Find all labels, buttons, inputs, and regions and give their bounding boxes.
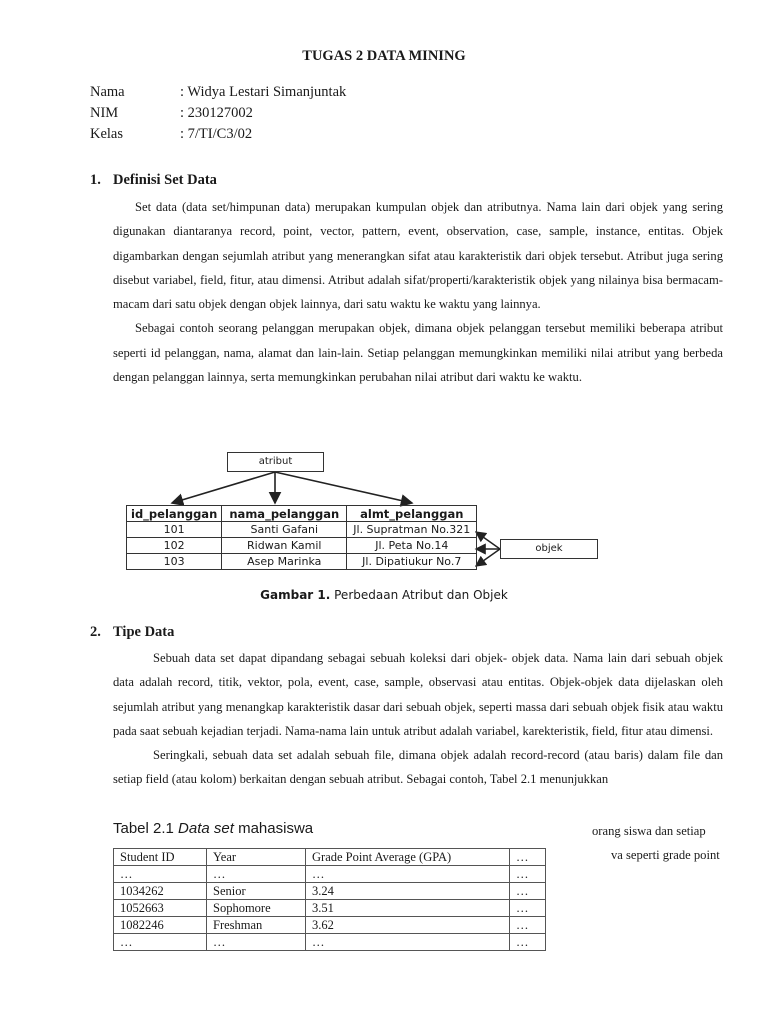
column-header: Grade Point Average (GPA)	[306, 849, 510, 866]
section1-number: 1.	[90, 172, 101, 188]
table-row	[127, 554, 477, 570]
table-cell: Asep Marinka	[222, 554, 347, 570]
section2-heading: Tipe Data	[113, 624, 175, 640]
table-cell: …	[510, 866, 546, 883]
table-cell: Santi Gafani	[222, 522, 347, 538]
table-cell: …	[207, 866, 306, 883]
table-row	[114, 917, 546, 934]
table-cell: …	[510, 900, 546, 917]
table-row	[114, 866, 546, 883]
table-cell: 1052663	[114, 900, 207, 917]
table-cell: Freshman	[207, 917, 306, 934]
table-row	[127, 538, 477, 554]
name-label: Nama	[90, 84, 125, 100]
figure-caption-label: Gambar 1.	[260, 588, 331, 602]
column-header: nama_pelanggan	[222, 506, 347, 522]
section1-body	[113, 195, 723, 389]
table-cell: …	[207, 934, 306, 951]
table-cell: Ridwan Kamil	[222, 538, 347, 554]
table-row	[114, 934, 546, 951]
table-row	[114, 883, 546, 900]
table-cell: …	[306, 934, 510, 951]
figure-attribute-object	[120, 450, 610, 580]
student-dataset-table	[113, 848, 546, 951]
table-cell: 3.62	[306, 917, 510, 934]
table-title-italic: Data set	[178, 820, 234, 837]
section2-paragraph-1: Sebuah data set dapat dipandang sebagai sebuah koleksi dari objek- objek data. Nama lain dari sebuah objek data adalah record, titik, vektor, pola, event, case, sample, observasi atau entitas. Objek-objek data dijelaskan oleh sejumlah atribut yang menangkap karakteristik dasar dari sebuah objek, seperti massa dari sebuah objek fisik atau waktu pada saat sebuah kejadian terjadi. Nama-nama lain untuk atribut adalah variabel, karekteristik, field, fitur atau dimensi.	[113, 651, 723, 738]
nim-label: NIM	[90, 105, 119, 121]
table-cell: Senior	[207, 883, 306, 900]
column-header: Student ID	[114, 849, 207, 866]
section2-paragraph-2: Seringkali, sebuah data set adalah sebuah file, dimana objek adalah record-record (atau baris) dalam file dan setiap field (atau kolom) berkaitan dengan sebuah atribut. Sebagai contoh, Tabel 2.1 menunjukkan	[113, 748, 723, 787]
section2-number: 2.	[90, 624, 101, 640]
table-cell: …	[510, 883, 546, 900]
class-label: Kelas	[90, 126, 124, 142]
table-cell: Jl. Dipatiukur No.7	[347, 554, 477, 570]
table-row	[114, 900, 546, 917]
table-cell: 1034262	[114, 883, 207, 900]
class-value: : 7/TI/C3/02	[180, 126, 253, 142]
table-cell: …	[510, 917, 546, 934]
section1-paragraph-2: Sebagai contoh seorang pelanggan merupakan objek, dimana objek pelanggan tersebut memiliki beberapa atribut seperti id pelanggan, nama, alamat dan lain-lain. Setiap pelanggan memungkinkan memiliki nilai atribut yang berbeda dengan pelanggan lainnya, serta memungkinkan perubahan nilai atribut dari waktu ke waktu.	[113, 321, 723, 385]
table-cell: 101	[127, 522, 222, 538]
objek-label-box: objek	[500, 539, 598, 559]
column-header: id_pelanggan	[127, 506, 222, 522]
figure-caption-text: Perbedaan Atribut dan Objek	[330, 588, 508, 602]
table-cell: 103	[127, 554, 222, 570]
table-cell: 102	[127, 538, 222, 554]
table-cell: …	[114, 934, 207, 951]
partial-text-line-1: orang siswa dan setiap	[592, 824, 706, 838]
column-header: …	[510, 849, 546, 866]
table-cell: …	[114, 866, 207, 883]
table-cell: Sophomore	[207, 900, 306, 917]
column-header: almt_pelanggan	[347, 506, 477, 522]
figure-caption	[0, 588, 768, 602]
section1-paragraph-1: Set data (data set/himpunan data) merupakan kumpulan objek dan atributnya. Nama lain dari objek yang sering digunakan diantaranya record, point, vector, pattern, event, observation, case, sample, instance, entitas. Objek digambarkan dengan sejumlah atribut yang menerangkan sifat atau karakteristik dari objek tersebut. Atribut juga sering disebut variabel, field, fitur, atau dimensi. Atribut adalah sifat/properti/karakteristik objek yang nilainya bisa bermacam-macam dari satu objek dengan objek lainnya, dari satu waktu ke waktu yang lainnya.	[113, 200, 723, 312]
table-cell: …	[306, 866, 510, 883]
nim-value: : 230127002	[180, 105, 253, 121]
table-cell: Jl. Peta No.14	[347, 538, 477, 554]
name-value: : Widya Lestari Simanjuntak	[180, 84, 347, 100]
section1-heading: Definisi Set Data	[113, 172, 217, 188]
customer-table	[126, 505, 477, 570]
atribut-label-box: atribut	[227, 452, 324, 472]
table-cell: 3.51	[306, 900, 510, 917]
table-title-suffix: mahasiswa	[233, 820, 314, 837]
table-cell: 3.24	[306, 883, 510, 900]
table-title	[113, 820, 313, 837]
table-title-prefix: Tabel 2.1	[113, 820, 179, 837]
table-header-row	[114, 849, 546, 866]
table-cell: …	[510, 934, 546, 951]
partial-text-line-2: va seperti grade point	[611, 848, 720, 862]
table-row	[127, 522, 477, 538]
column-header: Year	[207, 849, 306, 866]
table-cell: 1082246	[114, 917, 207, 934]
section2-body	[113, 646, 723, 792]
table-cell: Jl. Supratman No.321	[347, 522, 477, 538]
table-header-row	[127, 506, 477, 522]
document-title: TUGAS 2 DATA MINING	[302, 48, 466, 64]
